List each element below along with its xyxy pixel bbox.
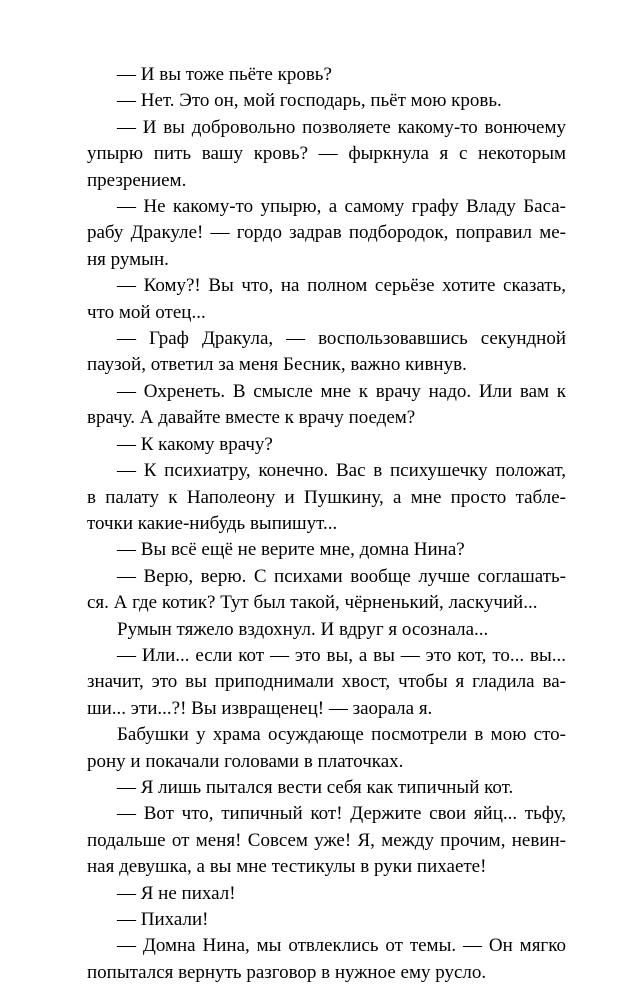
text-line: рабу Дракуле! — гордо задрав подбородок, поправил ме- bbox=[87, 222, 566, 244]
text-line: — И вы тоже пьёте кровь? bbox=[117, 64, 332, 85]
paragraph bbox=[87, 537, 566, 563]
text-line: — И вы добровольно позволяете какому-то вонючему bbox=[117, 116, 566, 138]
text-line: — Пихали! bbox=[117, 909, 209, 930]
paragraph bbox=[87, 564, 566, 617]
paragraph bbox=[87, 617, 566, 643]
text-line: точки какие-нибудь выпишут... bbox=[87, 512, 338, 534]
text-line: рону и покачали головами в платочках. bbox=[87, 750, 404, 772]
paragraph bbox=[87, 194, 566, 273]
text-line: упырю пить вашу кровь? — фыркнула я с некоторым bbox=[87, 143, 566, 165]
paragraph bbox=[87, 933, 566, 986]
text-line: — Или... если кот — это вы, а вы — это кот, то... вы... bbox=[117, 644, 566, 666]
text-line: значит, это вы приподнимали хвост, чтобы я гладила ва- bbox=[87, 671, 566, 693]
text-line: — Граф Дракула, — воспользовавшись секундной bbox=[117, 328, 566, 350]
text-line: — Кому?! Вы что, на полном серьёзе хотите сказать, bbox=[117, 275, 566, 297]
text-line: — Нет. Это он, мой господарь, пьёт мою кровь. bbox=[117, 90, 502, 112]
text-line: — Верю, верю. С психами вообще лучше соглашать- bbox=[117, 565, 566, 587]
text-line: ня румын. bbox=[87, 248, 169, 270]
text-line: — Охренеть. В смысле мне к врачу надо. Или вам к bbox=[117, 380, 566, 402]
text-line: — Вот что, типичный кот! Держите свои яйц... тьфу, bbox=[117, 803, 566, 825]
text-line: презрением. bbox=[87, 169, 187, 191]
paragraph bbox=[87, 801, 566, 880]
text-line: — К психиатру, конечно. Вас в психушечку положат, bbox=[117, 460, 566, 482]
text-line: паузой, ответил за меня Бесник, важно кивнув. bbox=[87, 354, 467, 376]
paragraph bbox=[87, 907, 566, 933]
paragraph bbox=[87, 881, 566, 907]
paragraph bbox=[87, 643, 566, 722]
paragraph bbox=[87, 88, 566, 114]
text-line: Румын тяжело вздохнул. И вдруг я осознала... bbox=[117, 618, 489, 640]
text-line: в палату к Наполеону и Пушкину, а мне просто табле- bbox=[87, 486, 566, 508]
paragraph bbox=[87, 273, 566, 326]
text-line: врачу. А давайте вместе к врачу поедем? bbox=[87, 407, 416, 429]
text-line: что мой отец... bbox=[87, 301, 206, 323]
text-line: — Домна Нина, мы отвлеклись от темы. — Он мягко bbox=[117, 935, 566, 957]
paragraph bbox=[87, 432, 566, 458]
paragraph bbox=[87, 379, 566, 432]
text-line: — Я лишь пытался вести себя как типичный кот. bbox=[117, 776, 514, 798]
text-line: — К какому врачу? bbox=[117, 433, 273, 455]
text-line: — Не какому-то упырю, а самому графу Владу Баса- bbox=[117, 196, 566, 218]
text-line: подальше от меня! Совсем уже! Я, между прочим, невин- bbox=[87, 829, 566, 851]
text-line: Бабушки у храма осуждающе посмотрели в мою сто- bbox=[117, 724, 566, 746]
paragraph bbox=[87, 775, 566, 801]
text-line: ная девушка, а вы мне тестикулы в руки пихаете! bbox=[87, 856, 487, 878]
paragraph bbox=[87, 458, 566, 537]
text-line: — Я не пихал! bbox=[117, 882, 236, 904]
paragraph bbox=[87, 62, 566, 88]
text-line: — Вы всё ещё не верите мне, домна Нина? bbox=[117, 539, 465, 561]
body-text bbox=[87, 62, 566, 986]
text-line: ся. А где котик? Тут был такой, чёрненький, ласкучий... bbox=[87, 592, 538, 614]
text-line: ши... эти...?! Вы извращенец! — заорала я. bbox=[87, 697, 433, 719]
paragraph bbox=[87, 722, 566, 775]
text-line: попытался вернуть разговор в нужное ему русло. bbox=[87, 961, 487, 983]
paragraph bbox=[87, 326, 566, 379]
paragraph bbox=[87, 115, 566, 194]
